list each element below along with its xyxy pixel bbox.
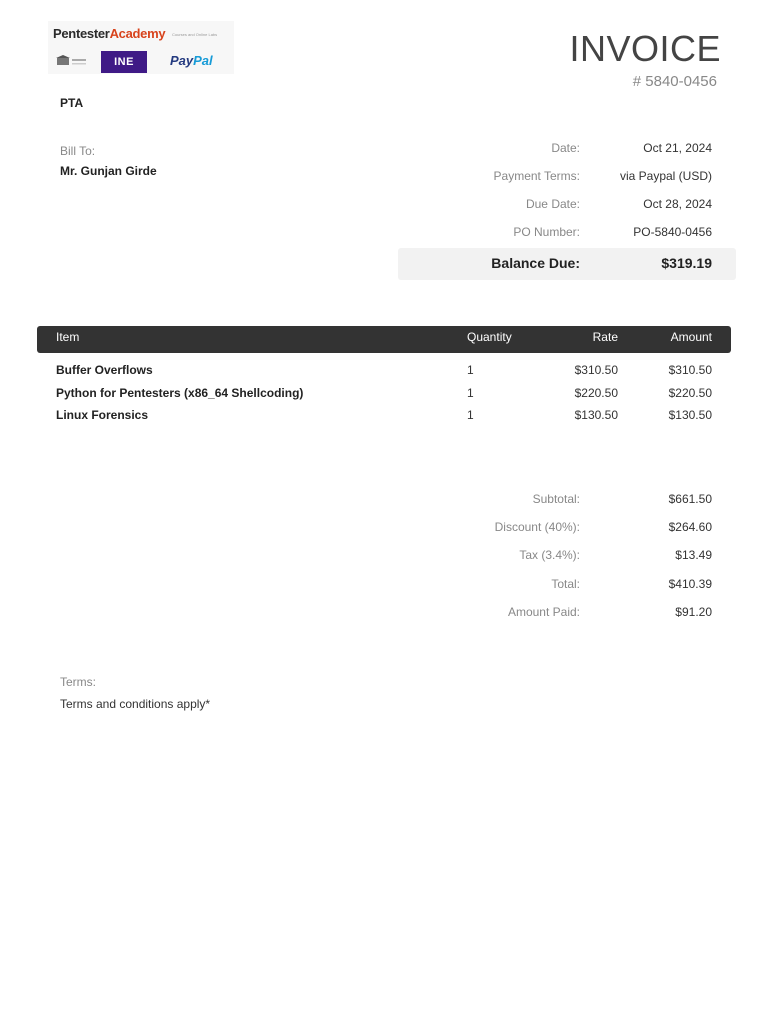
tax-label: Tax (3.4%):: [519, 548, 580, 562]
invoice-title: INVOICE: [569, 28, 721, 69]
due-date-label: Due Date:: [525, 197, 580, 211]
table-row-item: Buffer Overflows: [56, 363, 153, 377]
pentesteracademy-logo: [53, 26, 165, 41]
table-row-rate: $220.50: [574, 386, 618, 400]
discount-label: Discount (40%):: [494, 520, 580, 534]
ine-logo: [101, 51, 147, 73]
amount-paid-label: Amount Paid:: [507, 605, 580, 619]
hall-of-fame-icon: [56, 54, 88, 72]
tax-value: $13.49: [675, 548, 712, 562]
po-number-label: PO Number:: [513, 225, 580, 239]
subtotal-label: Subtotal:: [532, 492, 580, 506]
terms-label: Terms:: [60, 675, 96, 689]
balance-due-value: $319.19: [661, 255, 712, 271]
column-header-quantity: Quantity: [467, 330, 512, 344]
table-row-amount: $130.50: [668, 408, 712, 422]
paypal-part1: Pay: [170, 53, 194, 68]
paypal-part2: Pal: [193, 53, 213, 68]
total-value: $410.39: [668, 577, 712, 591]
payment-terms-label: Payment Terms:: [493, 169, 580, 183]
table-row-quantity: 1: [467, 408, 474, 422]
terms-text: Terms and conditions apply*: [60, 697, 211, 711]
payment-terms-value: via Paypal (USD): [619, 169, 712, 183]
table-row-item: Python for Pentesters (x86_64 Shellcoding): [56, 386, 304, 400]
table-row-rate: $310.50: [574, 363, 618, 377]
column-header-rate: Rate: [592, 330, 618, 344]
invoice-number: # 5840-0456: [632, 73, 717, 90]
total-label: Total:: [551, 577, 580, 591]
bill-to-label: Bill To:: [60, 144, 96, 158]
company-logo: [48, 21, 234, 74]
table-row-item: Linux Forensics: [56, 408, 149, 422]
discount-value: $264.60: [668, 520, 712, 534]
logo-brand-part2: Academy: [109, 26, 166, 41]
table-row-quantity: 1: [467, 363, 474, 377]
date-value: Oct 21, 2024: [643, 141, 712, 155]
bill-to-name: Mr. Gunjan Girde: [60, 164, 157, 178]
table-row-amount: $310.50: [668, 363, 712, 377]
table-row-quantity: 1: [467, 386, 474, 400]
paypal-logo: [170, 53, 213, 68]
amount-paid-value: $91.20: [675, 605, 712, 619]
company-name: PTA: [60, 96, 84, 110]
ine-logo-text: INE: [114, 56, 134, 68]
logo-brand-part1: Pentester: [53, 26, 110, 41]
table-row-rate: $130.50: [574, 408, 618, 422]
date-label: Date:: [551, 141, 580, 155]
balance-due-label: Balance Due:: [491, 255, 580, 271]
column-header-item: Item: [56, 330, 80, 344]
table-row-amount: $220.50: [668, 386, 712, 400]
due-date-value: Oct 28, 2024: [643, 197, 712, 211]
po-number-value: PO-5840-0456: [633, 225, 712, 239]
items-table-header: [37, 326, 731, 353]
subtotal-value: $661.50: [668, 492, 712, 506]
column-header-amount: Amount: [670, 330, 712, 344]
logo-tagline: Courses and Online Labs: [172, 32, 218, 37]
